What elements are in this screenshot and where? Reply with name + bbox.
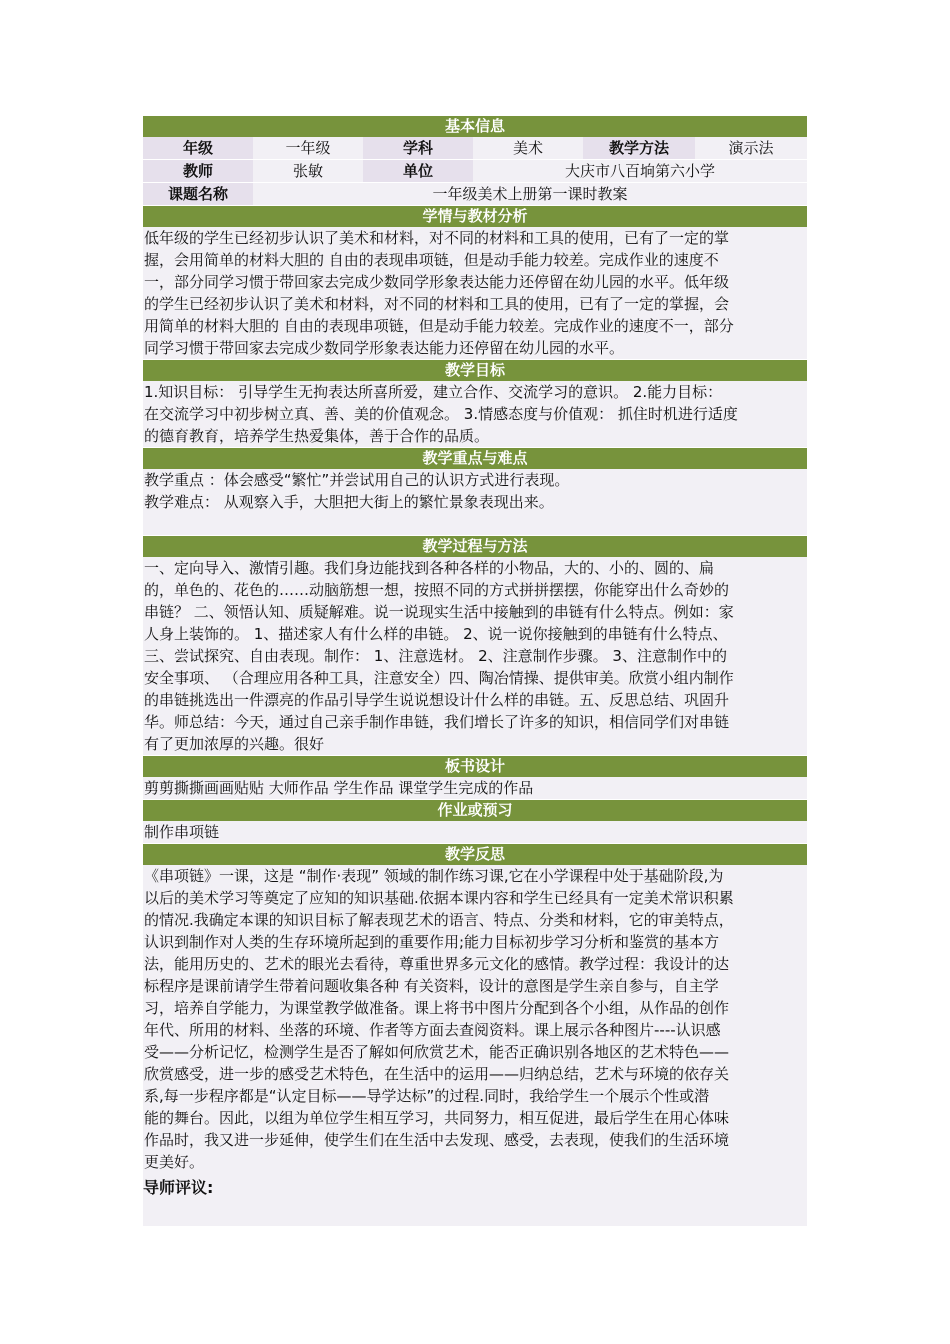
topic-value: 一年级美术上册第一课时教案 xyxy=(253,183,807,205)
unit-value: 大庆市八百垧第六小学 xyxy=(473,160,807,182)
section-header-basic-info: 基本信息 xyxy=(143,116,807,137)
reflection-text: 《串项链》一课，这是 “制作·表现” 领域的制作练习课,它在小学课程中处于基础阶段,为 以后的美术学习等奠定了应知的知识基础.依据本课内容和学生已经具有一定美术常识积累 的情况.我确定本课的知识目标了解表现艺术的语言、特点、分类和材料，它的审美特点， 认识到制作对人类的生存环境所起到的重要作用;能力目标初步学习分析和鉴赏的基本方 法，能用历史的、艺术的眼光去看待，尊重世界多元文化的感情。教学过程：我设计的达 标程序是课前请学生带着问题收集各种 有关资料，设计的意图是学生亲自参与，自主学 习，培养自学能力，为课堂教学做准备。课上将书中图片分配到各个小组，从作品的创作 年代、所用的材料、坐落的环境、作者等方面去查阅资料。课上展示各种图片----认识感 受——分析记忆，检测学生是否了解如何欣赏艺术，能否正确识别各地区的艺术特色—— 欣赏感受，进一步的感受艺术特色，在生活中的运用——归纳总结，艺术与环境的依存关 系,每一步程序都是“认定目标——导学达标”的过程.同时，我给学生一个展示个性或潜 能的舞台。因此，以组为单位学生相互学习，共同努力，相互促进，最后学生在用心体味 作品时，我又进一步延伸，使学生们在生活中去发现、感受，去表现，使我们的生活环境 更美好。 xyxy=(143,865,807,1173)
lesson-plan-table xyxy=(143,116,807,1226)
section-header-keypoints: 教学重点与难点 xyxy=(143,448,807,469)
homework-text: 制作串项链 xyxy=(143,821,807,843)
subject-value: 美术 xyxy=(473,137,583,159)
tutor-comment-label: 导师评议: xyxy=(143,1178,214,1197)
method-label: 教学方法 xyxy=(583,137,695,159)
subject-label: 学科 xyxy=(363,137,473,159)
tutor-comment-box xyxy=(143,1173,807,1226)
unit-label: 单位 xyxy=(363,160,473,182)
section-header-board: 板书设计 xyxy=(143,756,807,777)
teacher-label: 教师 xyxy=(143,160,253,182)
section-header-analysis: 学情与教材分析 xyxy=(143,206,807,227)
info-row-1 xyxy=(143,137,807,160)
grade-label: 年级 xyxy=(143,137,253,159)
analysis-text: 低年级的学生已经初步认识了美术和材料，对不同的材料和工具的使用，已有了一定的掌 握，会用简单的材料大胆的 自由的表现串项链，但是动手能力较差。完成作业的速度不 一，部分同学习惯于带回家去完成少数同学形象表达能力还停留在幼儿园的水平。低年级 的学生已经初步认识了美术和材料，对不同的材料和工具的使用，已有了一定的掌握，会 用简单的材料大胆的 自由的表现串项链，但是动手能力较差。完成作业的速度不一，部分 同学习惯于带回家去完成少数同学形象表达能力还停留在幼儿园的水平。 xyxy=(143,227,807,359)
keypoints-text: 教学重点 ：体会感受“繁忙”并尝试用自己的认识方式进行表现。 教学难点： 从观察入手，大胆把大街上的繁忙景象表现出来。 xyxy=(143,469,807,535)
topic-label: 课题名称 xyxy=(143,183,253,205)
method-value: 演示法 xyxy=(695,137,807,159)
section-header-process: 教学过程与方法 xyxy=(143,536,807,557)
board-text: 剪剪撕撕画画贴贴 大师作品 学生作品 课堂学生完成的作品 xyxy=(143,777,807,799)
grade-value: 一年级 xyxy=(253,137,363,159)
section-header-goals: 教学目标 xyxy=(143,360,807,381)
section-header-homework: 作业或预习 xyxy=(143,800,807,821)
goals-text: 1.知识目标： 引导学生无拘表达所喜所爱，建立合作、交流学习的意识。 2.能力目标： 在交流学习中初步树立真、善、美的价值观念。 3.情感态度与价值观： 抓住时机进行适度 的德育教育，培养学生热爱集体，善于合作的品质。 xyxy=(143,381,807,447)
info-row-2 xyxy=(143,160,807,183)
process-text: 一、定向导入、激情引趣。我们身边能找到各种各样的小物品，大的、小的、圆的、扁 的，单色的、花色的……动脑筋想一想，按照不同的方式拼拼摆摆，你能穿出什么奇妙的 串链？ 二、领悟认知、质疑解难。说一说现实生活中接触到的串链有什么特点。例如：家 人身上装饰的。 1、描述家人有什么样的串链。 2、说一说你接触到的串链有什么特点、 三、尝试探究、自由表现。制作： 1、注意选材。 2、注意制作步骤。 3、注意制作中的 安全事项、 （合理应用各种工具，注意安全）四、陶冶情操、提供审美。欣赏小组内制作 的串链挑选出一件漂亮的作品引导学生说说想设计什么样的串链。五、反思总结、巩固升 华。师总结：今天，通过自己亲手制作串链，我们增长了许多的知识，相信同学们对串链 有了更加浓厚的兴趣。很好 xyxy=(143,557,807,755)
section-header-reflection: 教学反思 xyxy=(143,844,807,865)
teacher-value: 张敏 xyxy=(253,160,363,182)
info-row-3 xyxy=(143,183,807,205)
